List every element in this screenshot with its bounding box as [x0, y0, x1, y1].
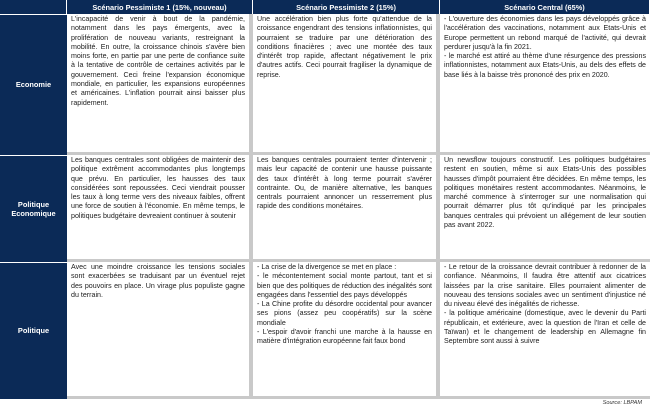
cell-text: - L'ouverture des économies dans les pays développés grâce à l'accélération des vaccinations, notamment aux Etats-Unis et Europe permettent un rebond marqué de l'activité, qui devrait perdurer jusqu'à la fin 2021. - le marché est attiré au thème d'une résurgence des pressions inflationnistes, notamment aux Etats-Unis, au dels des effets de base liés à la baisse très prononcé des prix en 2020. — [444, 15, 646, 79]
cell-text: Une accélération bien plus forte qu'attendue de la croissance engendrant des tensions inflationnistes, qui pourraient se traduire par une détérioration des conditions finacières ; avec une montée des taux d'intérêt trop rapide, affectant négativement le prix d'autres actifs. Ceci pourrait fragiliser la dynamique de reprise. — [257, 15, 432, 79]
cell-text: Un newsflow toujours constructif. Les politiques budgétaires restent en soutien, même si aux Etats-Unis des possibles hausses d'impôt pourraient être décidées. En même temps, les politiques monétaires restent accommodantes. Néanmoins, le marché commence à s'interroger sur une normalisation qui pourrait démarrer plus tôt qu'indiqué par les principales banques centrales qui prévoient un allégement de leur soutien pas avant 2022. — [444, 156, 646, 230]
cell-politique-eco-pessimiste-1 — [67, 155, 253, 262]
cell-politique-eco-central — [440, 155, 650, 262]
row-label-politique-economique: Politique Economique — [0, 155, 67, 262]
header-pessimiste-2: Scénario Pessimiste 2 (15%) — [253, 0, 440, 14]
source-note: Source: LBPAM — [602, 400, 642, 406]
row-label-politique: Politique — [0, 262, 67, 399]
header-central: Scénario Central (65%) — [440, 0, 650, 14]
cell-text: Les banques centrales pourraient tenter d'intervenir ; mais leur capacité de contenir une hausse puissante des taux d'intérêt à long terme pourrait s'avérer contrainte. Ou, de manière alternative, les banques centrals pourraient annoncer un resserrement plus rapide des conditions monétaires. — [257, 156, 432, 211]
cell-politique-eco-pessimiste-2 — [253, 155, 440, 262]
cell-text: - Le retour de la croissance devrait contribuer à redonner de la confiance. Néanmoins, Il faudra être attentif aux cicatrices laissées par la crise sanitaire. Elles pourraient alimenter de nouveau des tensions sociales avec un sentiment d'injustice né du niveau élevé des inégalités de richesse. - la politique américaine (domestique, avec le devenir du Parti républicain, et extérieure, avec la question de l'Iran et celle de Taïwan) et le changement de leadership en Allemagne fin Septembre sont aussi à suivre — [444, 263, 646, 346]
cell-economie-pessimiste-2 — [253, 14, 440, 155]
cell-text: L'incapacité de venir à bout de la pandémie, notamment dans les pays émergents, avec la prolifération de nouveau variants, restreignant la mobilité. En outre, la croissance chinois s'avère bien moins forte, en partie par une perte de confiance suite à la tentative de contrôle de certaines activités par le gouvernement. Ceci freine l'expansion économique mondiale, en particulier, les expansions européennes et américaines. L'inflation pourrait ainsi baisser plus rapidement. — [71, 15, 245, 107]
cell-politique-central — [440, 262, 650, 399]
cell-politique-pessimiste-1 — [67, 262, 253, 399]
cell-politique-pessimiste-2 — [253, 262, 440, 399]
cell-text: Les banques centrales sont obligées de maintenir des politique extrêment accommodantes plus longtemps que prévu. En particulier, les hausses des taux considérées sont repoussées. Ceci viendrait pousser les taux à long terme vers des niveaux faibles, offrent une force de soutien à l'économie. En même temps, le politiques budgétaire devreaient continuer à soutenir — [71, 156, 245, 220]
cell-economie-pessimiste-1 — [67, 14, 253, 155]
row-label-economie: Economie — [0, 14, 67, 155]
cell-economie-central — [440, 14, 650, 155]
header-pessimiste-1: Scénario Pessimiste 1 (15%, nouveau) — [67, 0, 253, 14]
header-corner — [0, 0, 67, 14]
cell-text: Avec une moindre croissance les tensions sociales sont exacerbées se traduisant par un éventuel rejet des pouvoirs en place. Un virage plus populiste gagne du terrain. — [71, 263, 245, 299]
cell-text: - La crise de la divergence se met en place : - le mécontentement social monte partout, tant et si bien que des politiques de réduction des inégalités sont engagées dans l'essentiel des pays développés - La Chine profite du désordre occidental pour avancer ses pions (assez peu coopératifs) sur la scène mondiale - L'espoir d'avoir franchi une marche à la hausse en matière d'intégration européenne fait faux bond — [257, 263, 432, 346]
